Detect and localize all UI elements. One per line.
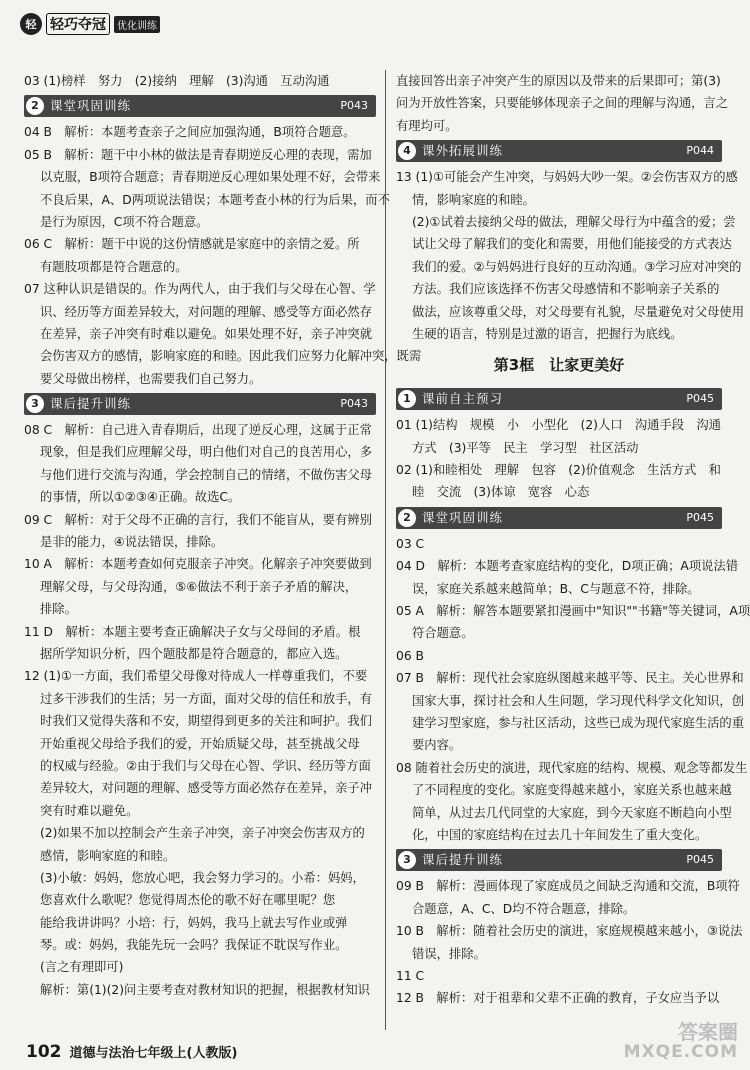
answer-line: 08 随着社会历史的演进，现代家庭的结构、规模、观念等都发生	[396, 760, 748, 775]
answer-line: 睦 交流 (3)体谅 宽容 心态	[412, 485, 590, 500]
section-header	[396, 849, 722, 871]
right-column	[396, 70, 750, 1010]
answer-line: 05 B 解析：题干中小林的做法是青春期逆反心理的表现，需加	[24, 147, 372, 162]
answer-line: 10 A 解析：本题考查如何克服亲子冲突。化解亲子冲突要做到	[24, 557, 372, 572]
answer-line: 13 (1)①可能会产生冲突，与妈妈大吵一架。②会伤害双方的感	[396, 170, 738, 185]
logo-brand: 轻巧夺冠	[46, 13, 110, 35]
watermark	[624, 1022, 738, 1062]
answer-line: 是行为原因，C项不符合题意。	[40, 214, 209, 229]
section-header	[396, 140, 722, 162]
section-page: P045	[686, 510, 714, 524]
answer-line: 与他们进行交流与沟通，学会控制自己的情绪，不做伤害父母	[40, 467, 373, 482]
answer-line: 突有时难以避免。	[40, 803, 139, 818]
answer-line: 过多干涉我们的生活；另一方面，面对父母的信任和放手，有	[40, 691, 373, 706]
section-title: 课前自主预习	[422, 391, 504, 407]
answer-line: 07 B 解析：现代社会家庭纵图越来越平等、民主。关心世界和	[396, 671, 744, 686]
section-title: 课后提升训练	[50, 395, 132, 411]
page-number: 102	[26, 1042, 62, 1062]
watermark-url: MXQE.COM	[623, 1042, 738, 1062]
section-header	[24, 95, 376, 117]
answer-line: (3)小敏：妈妈，您放心吧，我会努力学习的。小希：妈妈，	[40, 870, 365, 885]
section-number: 4	[398, 142, 416, 160]
answer-line: 时我们又觉得失落和不安，期望得到更多的关注和呵护。我们	[40, 714, 373, 729]
answer-line: 不良后果，A、D两项说法错误；本题考查小林的行为后果，而不	[40, 192, 390, 207]
answer-line: 理解父母，与父母沟通，⑤⑥做法不利于亲子矛盾的解决，	[40, 579, 358, 594]
answer-line: 08 C 解析：自己进入青春期后，出现了逆反心理，这属于正常	[24, 423, 372, 438]
chapter-title: 第3框 让家更美好	[493, 356, 625, 375]
answer-line: 12 (1)①一方面，我们希望父母像对待成人一样尊重我们，不要	[24, 669, 368, 684]
answer-line: 符合题意。	[412, 626, 474, 641]
section-title: 课外拓展训练	[422, 142, 504, 158]
answer-line: 您喜欢什么歌呢？您觉得周杰伦的歌不好在哪里呢？您	[40, 893, 336, 908]
answer-line: 有理均可。	[396, 118, 458, 133]
answer-line: 05 A 解析：解答本题要紧扣漫画中"知识""书籍"等关键词，A项	[396, 604, 750, 619]
section-page: P045	[686, 392, 714, 406]
answer-line: 错误，排除。	[412, 946, 486, 961]
brand-logo	[20, 12, 160, 36]
column-divider	[385, 70, 386, 1030]
answer-line: 开始重视父母给予我们的爱，开始质疑父母，甚至挑战父母	[40, 736, 360, 751]
answer-line: 11 D 解析：本题主要考查正确解决子女与父母间的矛盾。根	[24, 624, 361, 639]
section-title: 课堂巩固训练	[50, 98, 132, 114]
answer-line: 现象，但是我们应理解父母，明白他们对自己的良苦用心，多	[40, 445, 373, 460]
answer-line: 09 B 解析：漫画体现了家庭成员之间缺乏沟通和交流，B项符	[396, 879, 740, 894]
book-title: 道德与法治七年级上(人教版)	[69, 1046, 238, 1061]
answer-line: 排除。	[40, 602, 77, 617]
section-page: P045	[686, 853, 714, 867]
answer-line: 据所学知识分析，四个题肢都是符合题意的，都应入选。	[40, 646, 348, 661]
watermark-text: 答案圈	[678, 1020, 738, 1044]
answer-line: 简单，从过去几代同堂的大家庭，到今天家庭不断趋向小型	[412, 805, 732, 820]
section-number: 2	[26, 97, 44, 115]
section-page: P043	[340, 396, 368, 410]
answer-line: 做法，应该尊重父母，对父母要有礼貌，尽量避免对父母使用	[412, 304, 745, 319]
answer-line: 能给我讲讲吗？小培：行，妈妈，我马上就去写作业或弹	[40, 915, 348, 930]
section-title: 课堂巩固训练	[422, 509, 504, 525]
answer-line: 方式 (3)平等 民主 学习型 社区活动	[412, 440, 639, 455]
answer-line: 差异较大，对问题的理解、感受等方面必然存在差异，亲子冲	[40, 781, 373, 796]
answer-line: 02 (1)和睦相处 理解 包容 (2)价值观念 生活方式 和	[396, 463, 721, 478]
answer-line: 06 C 解析：题干中说的这份情感就是家庭中的亲情之爱。所	[24, 237, 360, 252]
answer-line: 化，中国的家庭结构在过去几十年间发生了重大变化。	[412, 827, 708, 842]
answer-line: 在差异，亲子冲突有时难以避免。如果处理不好，亲子冲突就	[40, 326, 373, 341]
answer-line: (言之有理即可)	[40, 960, 124, 975]
answer-line: (2)如果不加以控制会产生亲子冲突，亲子冲突会伤害双方的	[40, 826, 365, 841]
answer-line: 要内容。	[412, 738, 462, 753]
answer-line: 误，家庭关系越来越简单；B、C与题意不符，排除。	[412, 581, 700, 596]
answer-line: (2)①试着去接纳父母的做法，理解父母行为中蕴含的爱；尝	[412, 214, 736, 229]
answer-line: 07 这种认识是错误的。作为两代人，由于我们与父母在心智、学	[24, 282, 376, 297]
answer-line: 04 B 解析：本题考查亲子之间应加强沟通，B项符合题意。	[24, 125, 356, 140]
logo-mark-icon: 轻	[20, 13, 42, 35]
section-number: 1	[398, 390, 416, 408]
answer-line: 01 (1)结构 规模 小 小型化 (2)人口 沟通手段 沟通	[396, 418, 721, 433]
answer-line: 方法。我们应该选择不伤害父母感情和不影响亲子关系的	[412, 282, 720, 297]
answer-line: 合题意，A、C、D均不符合题意，排除。	[412, 901, 636, 916]
answer-line: 09 C 解析：对于父母不正确的言行，我们不能盲从，要有辨别	[24, 512, 372, 527]
answer-line: 生硬的语言，特别是过激的语言，把握行为底线。	[412, 326, 683, 341]
answer-line: 感情，影响家庭的和睦。	[40, 848, 176, 863]
section-header	[396, 388, 722, 410]
section-page: P043	[340, 99, 368, 113]
section-header	[396, 507, 722, 529]
answer-line: 03 C	[396, 536, 425, 551]
answer-line: 问为开放性答案，只要能够体现亲子之间的理解与沟通，言之	[396, 96, 729, 111]
answer-line: 琴。或：妈妈，我能先玩一会吗？我保证不耽误写作业。	[40, 938, 348, 953]
answer-line: 直接回答出亲子冲突产生的原因以及带来的后果即可；第(3)	[396, 74, 721, 88]
answer-line: 的事情，所以①②③④正确。故选C。	[40, 490, 241, 505]
answer-line: 06 B	[396, 648, 424, 663]
answer-line: 04 D 解析：本题考查家庭结构的变化，D项正确；A项说法错	[396, 559, 739, 574]
answer-line: 10 B 解析：随着社会历史的演进，家庭规模越来越小，③说法	[396, 924, 743, 939]
answer-line: 会伤害双方的感情，影响家庭的和睦。因此我们应努力化解冲突，既需	[40, 349, 422, 364]
page-footer	[26, 1042, 237, 1062]
answer-line: 国家大事，探讨社会和人生问题，学习现代科学文化知识，创	[412, 693, 745, 708]
answer-line: 情，影响家庭的和睦。	[412, 192, 535, 207]
answer-line: 我们的爱。②与妈妈进行良好的互动沟通。③学习应对冲突的	[412, 259, 742, 274]
section-page: P044	[686, 143, 714, 157]
answer-line: 的权威与经验。②由于我们与父母在心智、学识、经历等方面	[40, 758, 371, 773]
answer-line: 以克服，B项符合题意；青春期逆反心理如果处理不好，会带来	[40, 170, 381, 185]
answer-line: 是非的能力，④说法错误，排除。	[40, 535, 224, 550]
answer-line: 建学习型家庭，参与社区活动，这些已成为现代家庭生活的重	[412, 715, 745, 730]
answer-line: 12 B 解析：对于祖辈和父辈不正确的教育，子女应当予以	[396, 991, 720, 1006]
answer-line: 试让父母了解我们的变化和需要，用他们能接受的方式表达	[412, 237, 732, 252]
section-number: 3	[26, 395, 44, 413]
section-number: 2	[398, 509, 416, 527]
section-title: 课后提升训练	[422, 852, 504, 868]
answer-line: 了不同程度的变化。家庭变得越来越小，家庭关系也越来越	[412, 783, 732, 798]
answer-line: 有题肢项都是符合题意的。	[40, 259, 188, 274]
section-header	[24, 393, 376, 415]
answer-line: 要父母做出榜样，也需要我们自己努力。	[40, 371, 262, 386]
logo-sub: 优化训练	[114, 16, 160, 33]
answer-line: 03 (1)榜样 努力 (2)接纳 理解 (3)沟通 互动沟通	[24, 74, 330, 88]
answer-line: 解析：第(1)(2)问主要考查对教材知识的把握，根据教材知识	[40, 982, 370, 997]
answer-line: 11 C	[396, 968, 425, 983]
answer-line: 识、经历等方面差异较大，对问题的理解、感受等方面必然存	[40, 304, 373, 319]
section-number: 3	[398, 851, 416, 869]
